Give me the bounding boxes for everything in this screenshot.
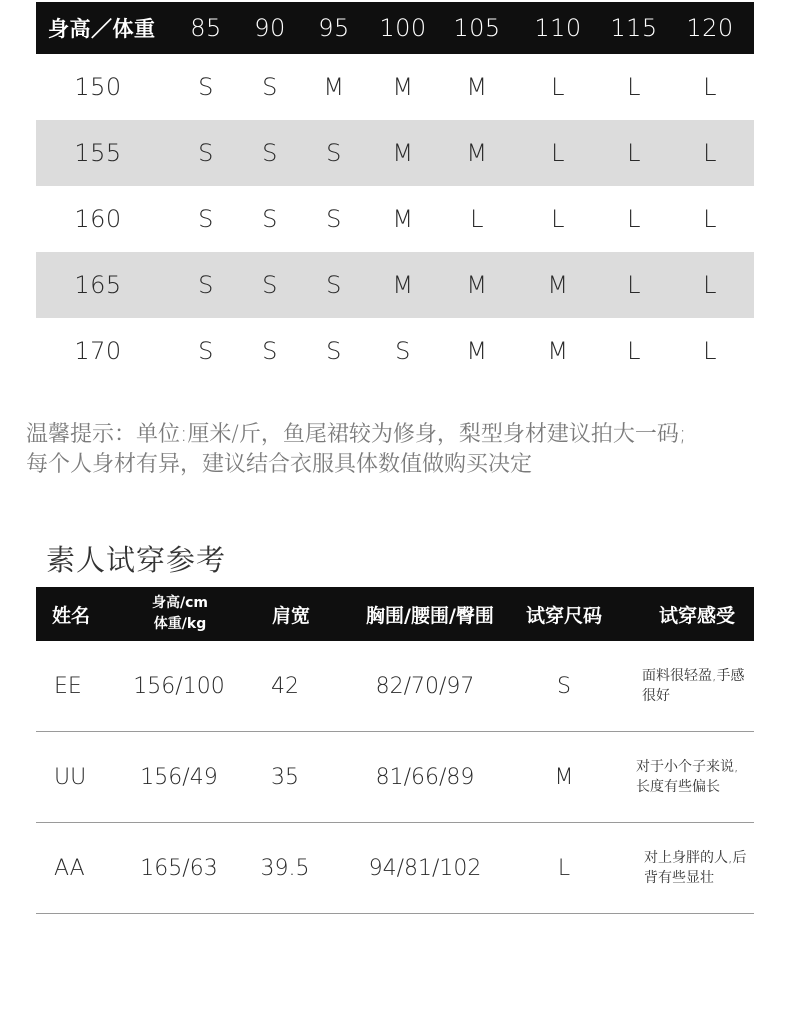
size-cell: L: [557, 855, 571, 881]
tryon-row: [36, 641, 754, 732]
tryon-row: [36, 732, 754, 823]
size-cell: L: [551, 205, 565, 233]
tryon-section-title: 素人试穿参考: [46, 543, 227, 577]
height-cell: 165: [74, 271, 122, 299]
weight-header: 120: [686, 14, 734, 42]
size-chart-row: [36, 252, 754, 318]
size-cell: M: [547, 337, 569, 365]
feedback-header: 试穿感受: [658, 604, 735, 627]
measures-cell: 82/70/97: [375, 673, 475, 699]
size-chart-row: [36, 318, 754, 384]
weight-header: 115: [610, 14, 658, 42]
size-cell: L: [470, 205, 484, 233]
name-header: 姓名: [52, 604, 91, 627]
size-cell: M: [554, 764, 574, 790]
weight-header-line: 体重/kg: [153, 616, 207, 632]
size-cell: S: [395, 337, 411, 365]
measures-header: 胸围/腰围/臀围: [366, 604, 494, 627]
shoulder-cell: 35: [271, 764, 299, 790]
weight-header: 110: [534, 14, 582, 42]
size-chart-row: [36, 120, 754, 186]
size-cell: M: [323, 73, 345, 101]
size-cell: S: [262, 205, 278, 233]
height-cell: 170: [74, 337, 122, 365]
shoulder-cell: 42: [271, 673, 299, 699]
name-cell: EE: [54, 673, 82, 699]
name-cell: AA: [54, 855, 85, 881]
size-chart-table: [36, 2, 754, 384]
measures-cell: 94/81/102: [368, 855, 482, 881]
height-cell: 150: [74, 73, 122, 101]
tryon-table: [36, 587, 754, 914]
height-weight-cell: 156/100: [133, 673, 225, 699]
size-cell: S: [326, 337, 342, 365]
size-cell: S: [198, 337, 214, 365]
size-cell: S: [326, 271, 342, 299]
measures-cell: 81/66/89: [375, 764, 475, 790]
size-cell: L: [627, 139, 641, 167]
height-weight-cell: 165/63: [140, 855, 218, 881]
size-cell: M: [392, 205, 414, 233]
size-chart-row: [36, 186, 754, 252]
height-cell: 160: [74, 205, 122, 233]
size-cell: S: [262, 271, 278, 299]
size-chart-header: [36, 2, 754, 54]
tryon-row: [36, 823, 754, 914]
size-cell: S: [198, 73, 214, 101]
height-weight-header: [118, 587, 242, 641]
size-cell: L: [551, 73, 565, 101]
shoulder-header: 肩宽: [271, 604, 310, 627]
size-cell: S: [262, 73, 278, 101]
tryon-table-header: [36, 587, 754, 641]
size-cell: L: [551, 139, 565, 167]
size-cell: M: [466, 73, 488, 101]
size-cell: M: [466, 337, 488, 365]
name-cell: UU: [54, 764, 87, 790]
size-cell: L: [703, 271, 717, 299]
size-cell: L: [703, 337, 717, 365]
size-cell: S: [326, 205, 342, 233]
size-cell: M: [466, 271, 488, 299]
size-cell: S: [198, 205, 214, 233]
size-cell: S: [557, 673, 571, 699]
size-cell: L: [627, 205, 641, 233]
size-chart-row: [36, 54, 754, 120]
size-cell: S: [262, 139, 278, 167]
weight-header: 85: [190, 14, 222, 42]
fit-tip: [26, 420, 786, 480]
size-cell: M: [466, 139, 488, 167]
weight-header: 105: [453, 14, 501, 42]
weight-header: 100: [379, 14, 427, 42]
size-cell: L: [627, 271, 641, 299]
height-header-line: 身高/cm: [152, 595, 208, 611]
size-cell: L: [703, 139, 717, 167]
weight-header: 90: [254, 14, 286, 42]
feedback-cell: 面料很轻盈,手感 很好: [642, 668, 745, 704]
size-cell: M: [392, 271, 414, 299]
size-cell: S: [198, 139, 214, 167]
size-cell: L: [703, 73, 717, 101]
feedback-cell: 对于小个子来说, 长度有些偏长: [636, 759, 739, 795]
tip-line: 每个人身材有异，建议结合衣服具体数值做购买决定: [26, 452, 533, 477]
feedback-cell: 对上身胖的人,后 背有些显壮: [644, 850, 747, 886]
size-cell: M: [392, 73, 414, 101]
size-cell: S: [326, 139, 342, 167]
size-cell: M: [392, 139, 414, 167]
size-cell: S: [262, 337, 278, 365]
size-cell: L: [627, 73, 641, 101]
size-cell: L: [627, 337, 641, 365]
tip-line: 温馨提示：单位:厘米/斤，鱼尾裙较为修身，梨型身材建议拍大一码;: [26, 422, 687, 447]
height-weight-header: 身高／体重: [48, 17, 156, 41]
size-cell: M: [547, 271, 569, 299]
size-cell: L: [703, 205, 717, 233]
height-weight-cell: 156/49: [140, 764, 218, 790]
size-header: 试穿尺码: [525, 604, 602, 627]
shoulder-cell: 39.5: [260, 855, 310, 881]
weight-header: 95: [318, 14, 350, 42]
size-cell: S: [198, 271, 214, 299]
height-cell: 155: [74, 139, 122, 167]
